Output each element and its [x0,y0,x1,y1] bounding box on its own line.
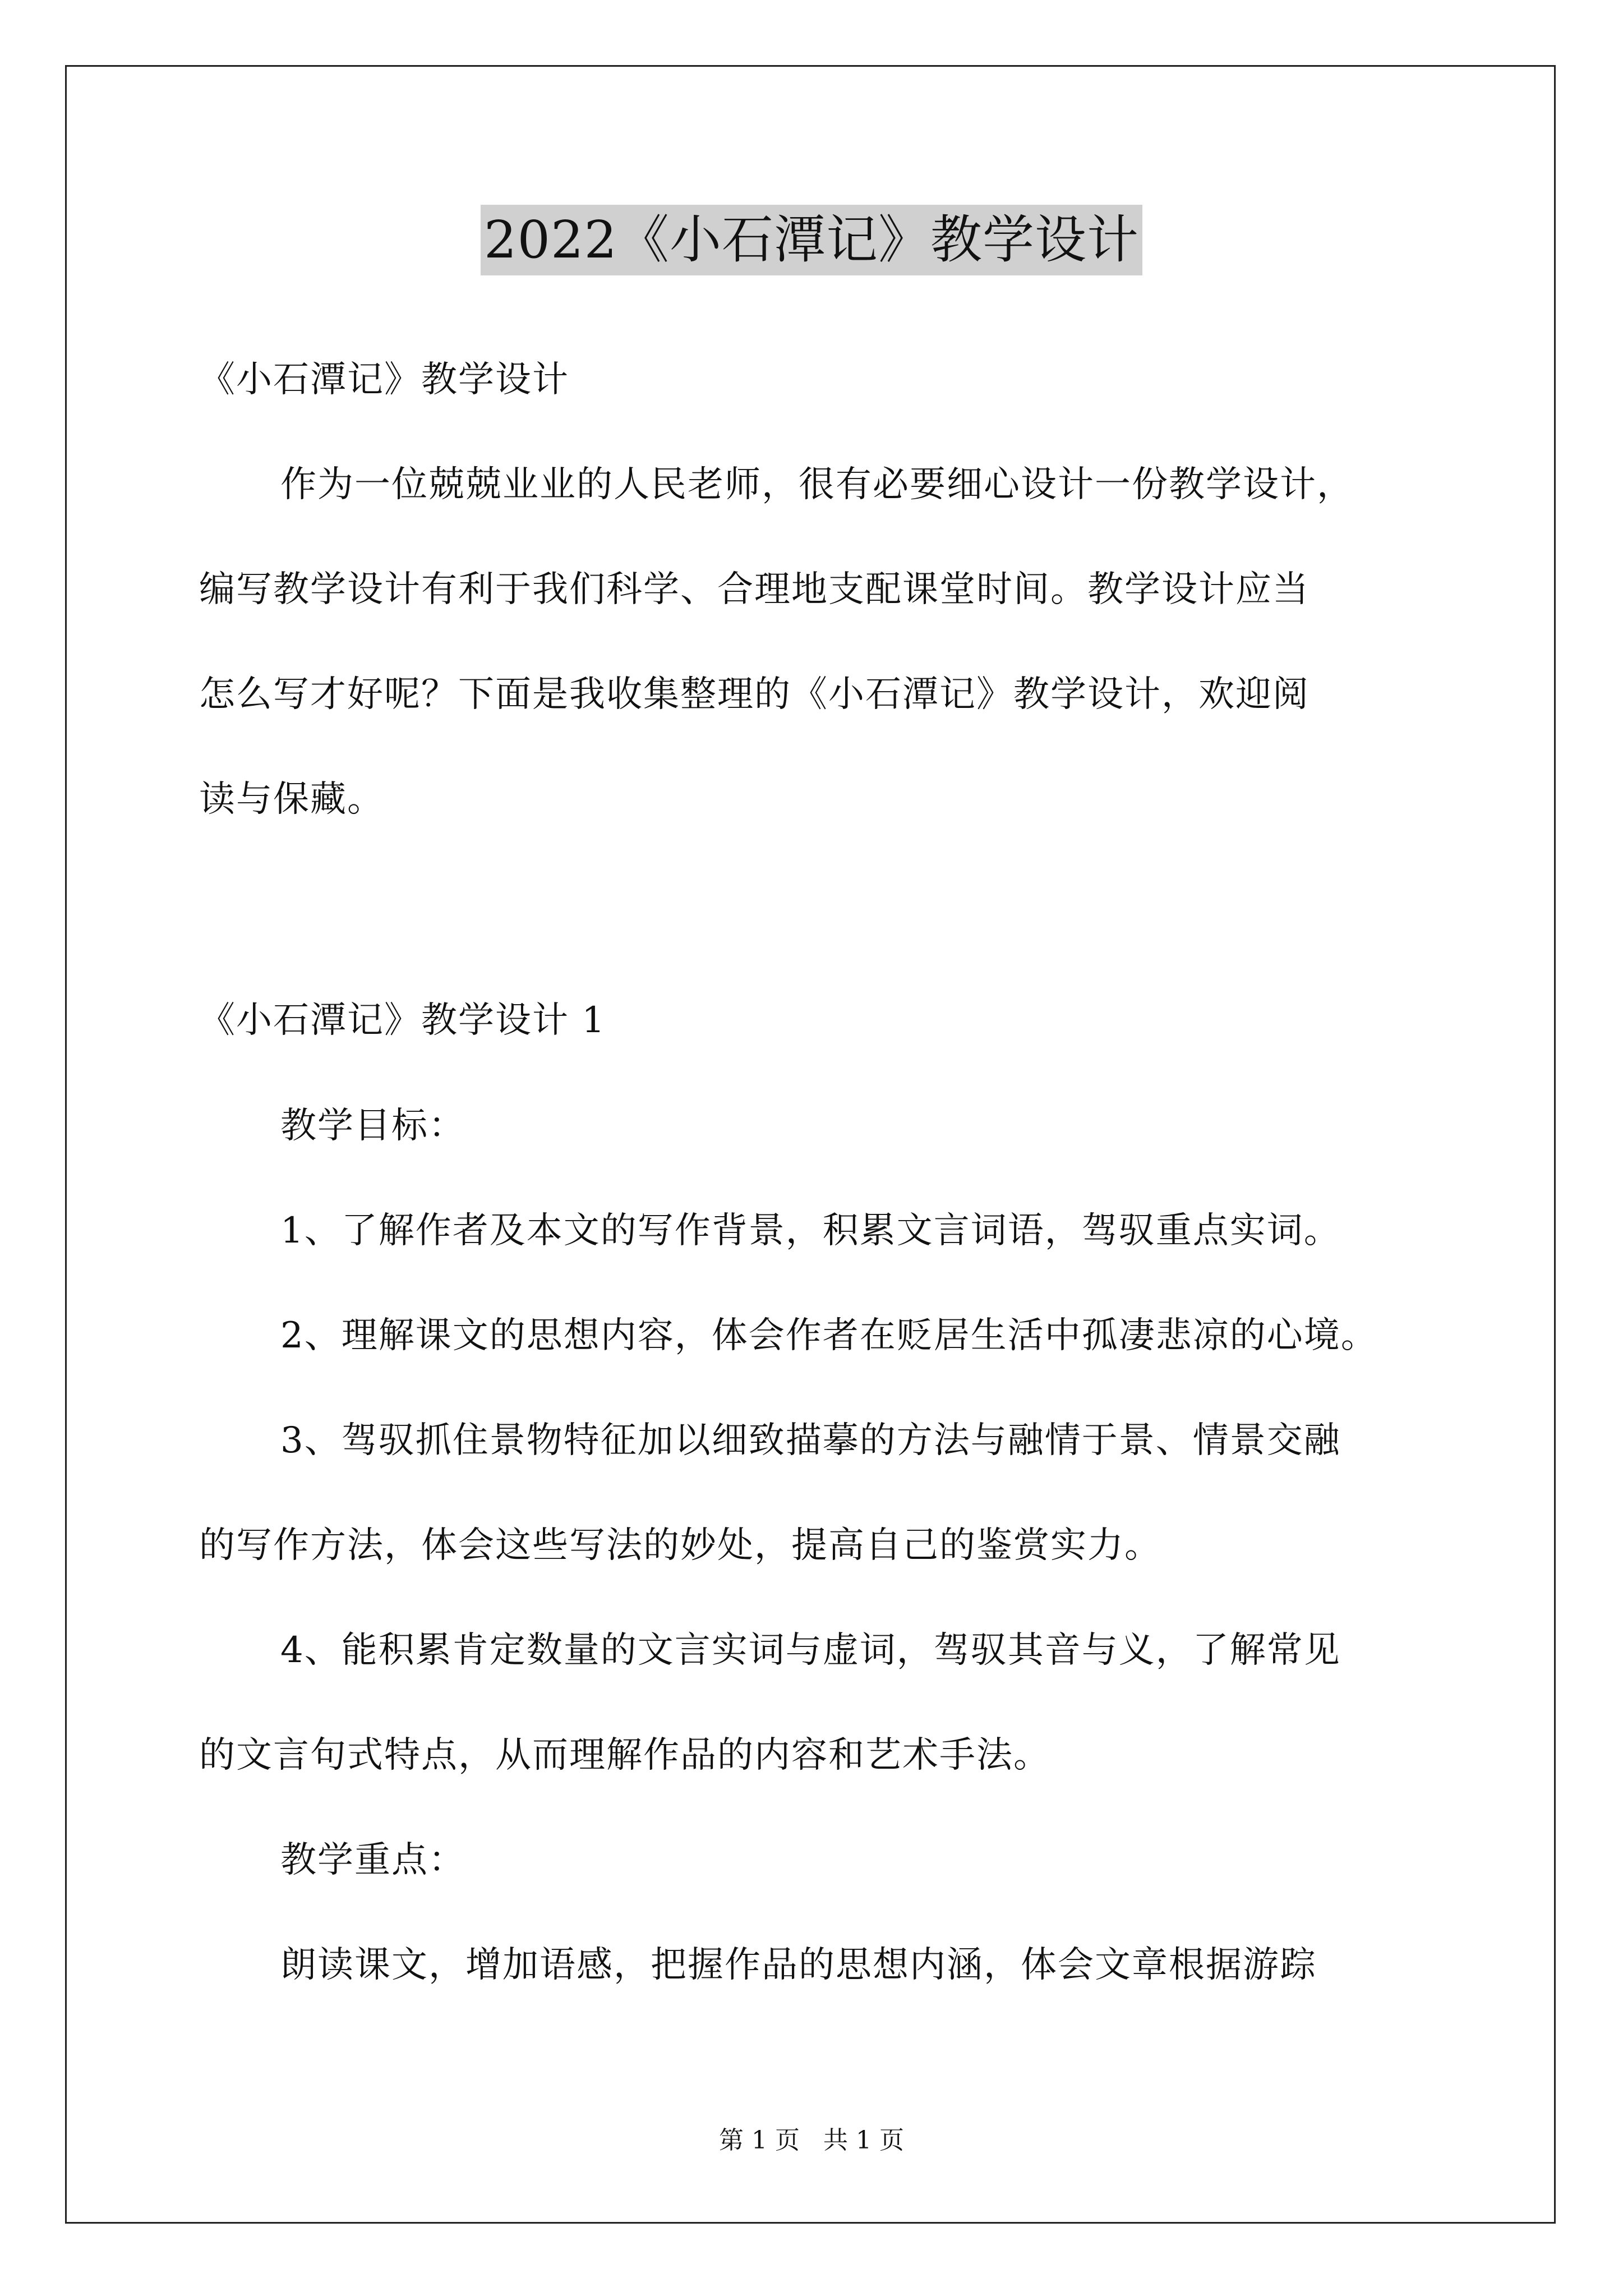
document-title: 2022《小石潭记》教学设计 [481,205,1142,275]
intro-line: 编写教学设计有利于我们科学、合理地支配课堂时间。教学设计应当 [199,569,1310,610]
goal-line: 4、能积累肯定数量的文言实词与虚词，驾驭其音与义，了解常见 [280,1630,1341,1671]
key-label: 教学重点： [280,1839,465,1881]
goal-line: 的文言句式特点，从而理解作品的内容和艺术手法。 [199,1734,1050,1776]
goals-label: 教学目标： [280,1105,465,1147]
section-heading: 《小石潭记》教学设计 1 [199,1000,606,1041]
intro-line: 怎么写才好呢？下面是我收集整理的《小石潭记》教学设计，欢迎阅 [199,674,1310,715]
goal-line: 的写作方法，体会这些写法的妙处，提高自己的鉴赏实力。 [199,1525,1161,1566]
key-text: 朗读课文，增加语感，把握作品的思想内涵，体会文章根据游踪 [280,1944,1317,1986]
title-container [0,205,1623,275]
goal-line: 1、了解作者及本文的写作背景，积累文言词语，驾驭重点实词。 [280,1210,1341,1251]
page-footer [0,2124,1623,2157]
goal-line: 3、驾驭抓住景物特征加以细致描摹的方法与融情于景、情景交融 [280,1420,1341,1461]
goal-line: 2、理解课文的思想内容，体会作者在贬居生活中孤凄悲凉的心境。 [280,1315,1378,1356]
page-number: 第 1 页 [719,2126,800,2155]
intro-line: 作为一位兢兢业业的人民老师，很有必要细心设计一份教学设计， [280,464,1354,505]
intro-line: 读与保藏。 [199,779,384,820]
page-total: 共 1 页 [823,2126,904,2155]
document-subtitle: 《小石潭记》教学设计 [199,359,569,401]
